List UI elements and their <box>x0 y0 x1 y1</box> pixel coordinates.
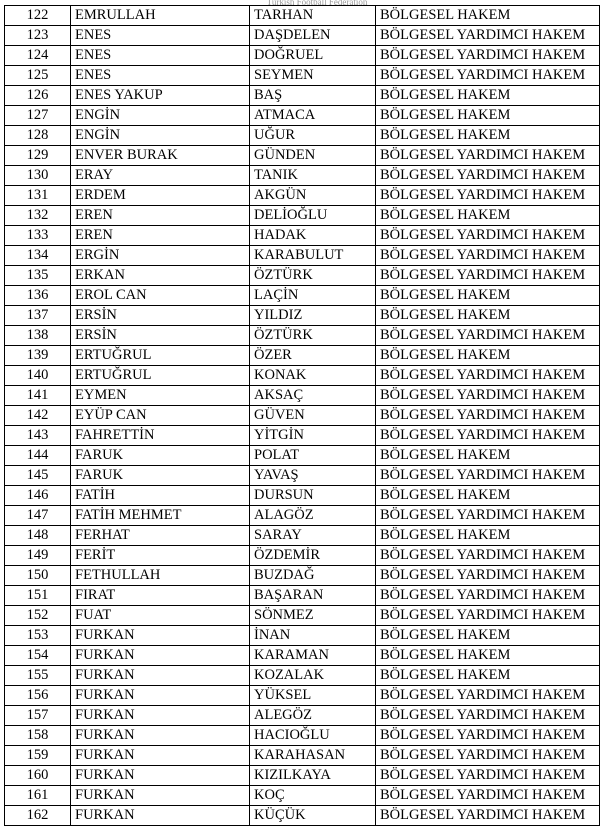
role-cell: BÖLGESEL YARDIMCI HAKEM <box>376 806 600 826</box>
referee-table-body <box>5 6 600 826</box>
role-cell: BÖLGESEL YARDIMCI HAKEM <box>376 686 600 706</box>
first-name-cell: EYMEN <box>71 386 250 406</box>
role-cell: BÖLGESEL YARDIMCI HAKEM <box>376 786 600 806</box>
role-cell: BÖLGESEL YARDIMCI HAKEM <box>376 46 600 66</box>
last-name-cell: DAŞDELEN <box>250 26 376 46</box>
first-name-cell: FATİH MEHMET <box>71 506 250 526</box>
last-name-cell: ÖZER <box>250 346 376 366</box>
referee-table <box>4 5 600 826</box>
row-number-cell: 136 <box>5 286 71 306</box>
first-name-cell: FERİT <box>71 546 250 566</box>
table-row <box>5 746 600 766</box>
row-number-cell: 156 <box>5 686 71 706</box>
last-name-cell: AKSAÇ <box>250 386 376 406</box>
last-name-cell: HACIOĞLU <box>250 726 376 746</box>
first-name-cell: ENES <box>71 26 250 46</box>
first-name-cell: FURKAN <box>71 646 250 666</box>
table-row <box>5 226 600 246</box>
row-number-cell: 127 <box>5 106 71 126</box>
table-row <box>5 66 600 86</box>
last-name-cell: BUZDAĞ <box>250 566 376 586</box>
role-cell: BÖLGESEL YARDIMCI HAKEM <box>376 726 600 746</box>
role-cell: BÖLGESEL HAKEM <box>376 486 600 506</box>
table-row <box>5 586 600 606</box>
last-name-cell: UĞUR <box>250 126 376 146</box>
row-number-cell: 122 <box>5 6 71 26</box>
first-name-cell: FATİH <box>71 486 250 506</box>
table-row <box>5 626 600 646</box>
row-number-cell: 139 <box>5 346 71 366</box>
first-name-cell: EREN <box>71 206 250 226</box>
role-cell: BÖLGESEL YARDIMCI HAKEM <box>376 406 600 426</box>
last-name-cell: POLAT <box>250 446 376 466</box>
row-number-cell: 135 <box>5 266 71 286</box>
last-name-cell: ALAGÖZ <box>250 506 376 526</box>
row-number-cell: 125 <box>5 66 71 86</box>
row-number-cell: 128 <box>5 126 71 146</box>
table-row <box>5 546 600 566</box>
first-name-cell: ERGİN <box>71 246 250 266</box>
first-name-cell: FUAT <box>71 606 250 626</box>
role-cell: BÖLGESEL HAKEM <box>376 626 600 646</box>
role-cell: BÖLGESEL HAKEM <box>376 206 600 226</box>
first-name-cell: ENES <box>71 46 250 66</box>
table-row <box>5 46 600 66</box>
role-cell: BÖLGESEL YARDIMCI HAKEM <box>376 386 600 406</box>
last-name-cell: SARAY <box>250 526 376 546</box>
table-row <box>5 86 600 106</box>
table-row <box>5 706 600 726</box>
table-row <box>5 446 600 466</box>
role-cell: BÖLGESEL HAKEM <box>376 646 600 666</box>
table-row <box>5 726 600 746</box>
row-number-cell: 160 <box>5 766 71 786</box>
first-name-cell: FURKAN <box>71 626 250 646</box>
role-cell: BÖLGESEL YARDIMCI HAKEM <box>376 26 600 46</box>
first-name-cell: EREN <box>71 226 250 246</box>
first-name-cell: FURKAN <box>71 666 250 686</box>
table-row <box>5 806 600 826</box>
row-number-cell: 132 <box>5 206 71 226</box>
row-number-cell: 143 <box>5 426 71 446</box>
first-name-cell: ERDEM <box>71 186 250 206</box>
row-number-cell: 153 <box>5 626 71 646</box>
last-name-cell: KOZALAK <box>250 666 376 686</box>
table-row <box>5 406 600 426</box>
first-name-cell: FURKAN <box>71 706 250 726</box>
role-cell: BÖLGESEL YARDIMCI HAKEM <box>376 706 600 726</box>
last-name-cell: KARABULUT <box>250 246 376 266</box>
role-cell: BÖLGESEL YARDIMCI HAKEM <box>376 366 600 386</box>
table-row <box>5 766 600 786</box>
row-number-cell: 150 <box>5 566 71 586</box>
table-row <box>5 26 600 46</box>
role-cell: BÖLGESEL YARDIMCI HAKEM <box>376 166 600 186</box>
first-name-cell: FARUK <box>71 466 250 486</box>
last-name-cell: GÜVEN <box>250 406 376 426</box>
row-number-cell: 151 <box>5 586 71 606</box>
first-name-cell: FURKAN <box>71 786 250 806</box>
last-name-cell: DELİOĞLU <box>250 206 376 226</box>
row-number-cell: 131 <box>5 186 71 206</box>
row-number-cell: 155 <box>5 666 71 686</box>
first-name-cell: FURKAN <box>71 806 250 826</box>
first-name-cell: FARUK <box>71 446 250 466</box>
first-name-cell: FERHAT <box>71 526 250 546</box>
role-cell: BÖLGESEL YARDIMCI HAKEM <box>376 466 600 486</box>
role-cell: BÖLGESEL YARDIMCI HAKEM <box>376 146 600 166</box>
last-name-cell: ATMACA <box>250 106 376 126</box>
first-name-cell: ENES YAKUP <box>71 86 250 106</box>
table-row <box>5 426 600 446</box>
table-row <box>5 246 600 266</box>
role-cell: BÖLGESEL HAKEM <box>376 346 600 366</box>
last-name-cell: TARHAN <box>250 6 376 26</box>
role-cell: BÖLGESEL HAKEM <box>376 526 600 546</box>
first-name-cell: FURKAN <box>71 746 250 766</box>
last-name-cell: ÖZDEMİR <box>250 546 376 566</box>
role-cell: BÖLGESEL YARDIMCI HAKEM <box>376 186 600 206</box>
row-number-cell: 124 <box>5 46 71 66</box>
role-cell: BÖLGESEL YARDIMCI HAKEM <box>376 546 600 566</box>
first-name-cell: ENGİN <box>71 126 250 146</box>
role-cell: BÖLGESEL YARDIMCI HAKEM <box>376 766 600 786</box>
table-row <box>5 306 600 326</box>
row-number-cell: 141 <box>5 386 71 406</box>
last-name-cell: TANIK <box>250 166 376 186</box>
table-row <box>5 466 600 486</box>
table-row <box>5 6 600 26</box>
table-row <box>5 166 600 186</box>
first-name-cell: ERKAN <box>71 266 250 286</box>
last-name-cell: GÜNDEN <box>250 146 376 166</box>
role-cell: BÖLGESEL YARDIMCI HAKEM <box>376 66 600 86</box>
first-name-cell: EYÜP CAN <box>71 406 250 426</box>
last-name-cell: YÜKSEL <box>250 686 376 706</box>
table-row <box>5 146 600 166</box>
last-name-cell: AKGÜN <box>250 186 376 206</box>
last-name-cell: YİTGİN <box>250 426 376 446</box>
row-number-cell: 161 <box>5 786 71 806</box>
table-row <box>5 786 600 806</box>
table-row <box>5 506 600 526</box>
table-row <box>5 606 600 626</box>
table-row <box>5 186 600 206</box>
first-name-cell: ENES <box>71 66 250 86</box>
role-cell: BÖLGESEL YARDIMCI HAKEM <box>376 326 600 346</box>
row-number-cell: 123 <box>5 26 71 46</box>
first-name-cell: ERTUĞRUL <box>71 366 250 386</box>
first-name-cell: ENGİN <box>71 106 250 126</box>
role-cell: BÖLGESEL HAKEM <box>376 106 600 126</box>
last-name-cell: DOĞRUEL <box>250 46 376 66</box>
first-name-cell: EROL CAN <box>71 286 250 306</box>
table-row <box>5 346 600 366</box>
row-number-cell: 152 <box>5 606 71 626</box>
table-row <box>5 266 600 286</box>
first-name-cell: FURKAN <box>71 686 250 706</box>
table-row <box>5 206 600 226</box>
role-cell: BÖLGESEL YARDIMCI HAKEM <box>376 426 600 446</box>
row-number-cell: 149 <box>5 546 71 566</box>
table-row <box>5 366 600 386</box>
role-cell: BÖLGESEL HAKEM <box>376 286 600 306</box>
role-cell: BÖLGESEL YARDIMCI HAKEM <box>376 226 600 246</box>
role-cell: BÖLGESEL HAKEM <box>376 666 600 686</box>
row-number-cell: 129 <box>5 146 71 166</box>
row-number-cell: 154 <box>5 646 71 666</box>
role-cell: BÖLGESEL YARDIMCI HAKEM <box>376 506 600 526</box>
table-row <box>5 486 600 506</box>
first-name-cell: FURKAN <box>71 726 250 746</box>
table-row <box>5 286 600 306</box>
last-name-cell: ÖZTÜRK <box>250 326 376 346</box>
role-cell: BÖLGESEL HAKEM <box>376 306 600 326</box>
table-row <box>5 646 600 666</box>
row-number-cell: 126 <box>5 86 71 106</box>
last-name-cell: ALEGÖZ <box>250 706 376 726</box>
last-name-cell: SEYMEN <box>250 66 376 86</box>
row-number-cell: 157 <box>5 706 71 726</box>
last-name-cell: KONAK <box>250 366 376 386</box>
last-name-cell: KOÇ <box>250 786 376 806</box>
row-number-cell: 140 <box>5 366 71 386</box>
table-row <box>5 326 600 346</box>
last-name-cell: YILDIZ <box>250 306 376 326</box>
last-name-cell: BAŞ <box>250 86 376 106</box>
first-name-cell: ENVER BURAK <box>71 146 250 166</box>
row-number-cell: 130 <box>5 166 71 186</box>
first-name-cell: ERSİN <box>71 326 250 346</box>
role-cell: BÖLGESEL YARDIMCI HAKEM <box>376 746 600 766</box>
role-cell: BÖLGESEL YARDIMCI HAKEM <box>376 266 600 286</box>
role-cell: BÖLGESEL YARDIMCI HAKEM <box>376 246 600 266</box>
first-name-cell: FURKAN <box>71 766 250 786</box>
last-name-cell: HADAK <box>250 226 376 246</box>
first-name-cell: FAHRETTİN <box>71 426 250 446</box>
table-row <box>5 106 600 126</box>
role-cell: BÖLGESEL HAKEM <box>376 6 600 26</box>
role-cell: BÖLGESEL HAKEM <box>376 86 600 106</box>
watermark-text: Turkish Football Federation <box>266 0 368 7</box>
last-name-cell: SÖNMEZ <box>250 606 376 626</box>
row-number-cell: 146 <box>5 486 71 506</box>
row-number-cell: 159 <box>5 746 71 766</box>
last-name-cell: DURSUN <box>250 486 376 506</box>
table-row <box>5 526 600 546</box>
row-number-cell: 142 <box>5 406 71 426</box>
last-name-cell: BAŞARAN <box>250 586 376 606</box>
table-row <box>5 666 600 686</box>
row-number-cell: 148 <box>5 526 71 546</box>
last-name-cell: LAÇİN <box>250 286 376 306</box>
table-row <box>5 566 600 586</box>
table-row <box>5 686 600 706</box>
row-number-cell: 133 <box>5 226 71 246</box>
role-cell: BÖLGESEL HAKEM <box>376 126 600 146</box>
last-name-cell: ÖZTÜRK <box>250 266 376 286</box>
first-name-cell: EMRULLAH <box>71 6 250 26</box>
role-cell: BÖLGESEL HAKEM <box>376 446 600 466</box>
first-name-cell: ERAY <box>71 166 250 186</box>
row-number-cell: 158 <box>5 726 71 746</box>
first-name-cell: FETHULLAH <box>71 566 250 586</box>
last-name-cell: KÜÇÜK <box>250 806 376 826</box>
first-name-cell: ERSİN <box>71 306 250 326</box>
table-row <box>5 126 600 146</box>
row-number-cell: 162 <box>5 806 71 826</box>
role-cell: BÖLGESEL YARDIMCI HAKEM <box>376 586 600 606</box>
first-name-cell: FIRAT <box>71 586 250 606</box>
row-number-cell: 145 <box>5 466 71 486</box>
last-name-cell: KARAHASAN <box>250 746 376 766</box>
row-number-cell: 144 <box>5 446 71 466</box>
last-name-cell: KARAMAN <box>250 646 376 666</box>
last-name-cell: KIZILKAYA <box>250 766 376 786</box>
role-cell: BÖLGESEL YARDIMCI HAKEM <box>376 606 600 626</box>
row-number-cell: 138 <box>5 326 71 346</box>
table-row <box>5 386 600 406</box>
row-number-cell: 147 <box>5 506 71 526</box>
first-name-cell: ERTUĞRUL <box>71 346 250 366</box>
row-number-cell: 137 <box>5 306 71 326</box>
role-cell: BÖLGESEL YARDIMCI HAKEM <box>376 566 600 586</box>
row-number-cell: 134 <box>5 246 71 266</box>
last-name-cell: İNAN <box>250 626 376 646</box>
last-name-cell: YAVAŞ <box>250 466 376 486</box>
